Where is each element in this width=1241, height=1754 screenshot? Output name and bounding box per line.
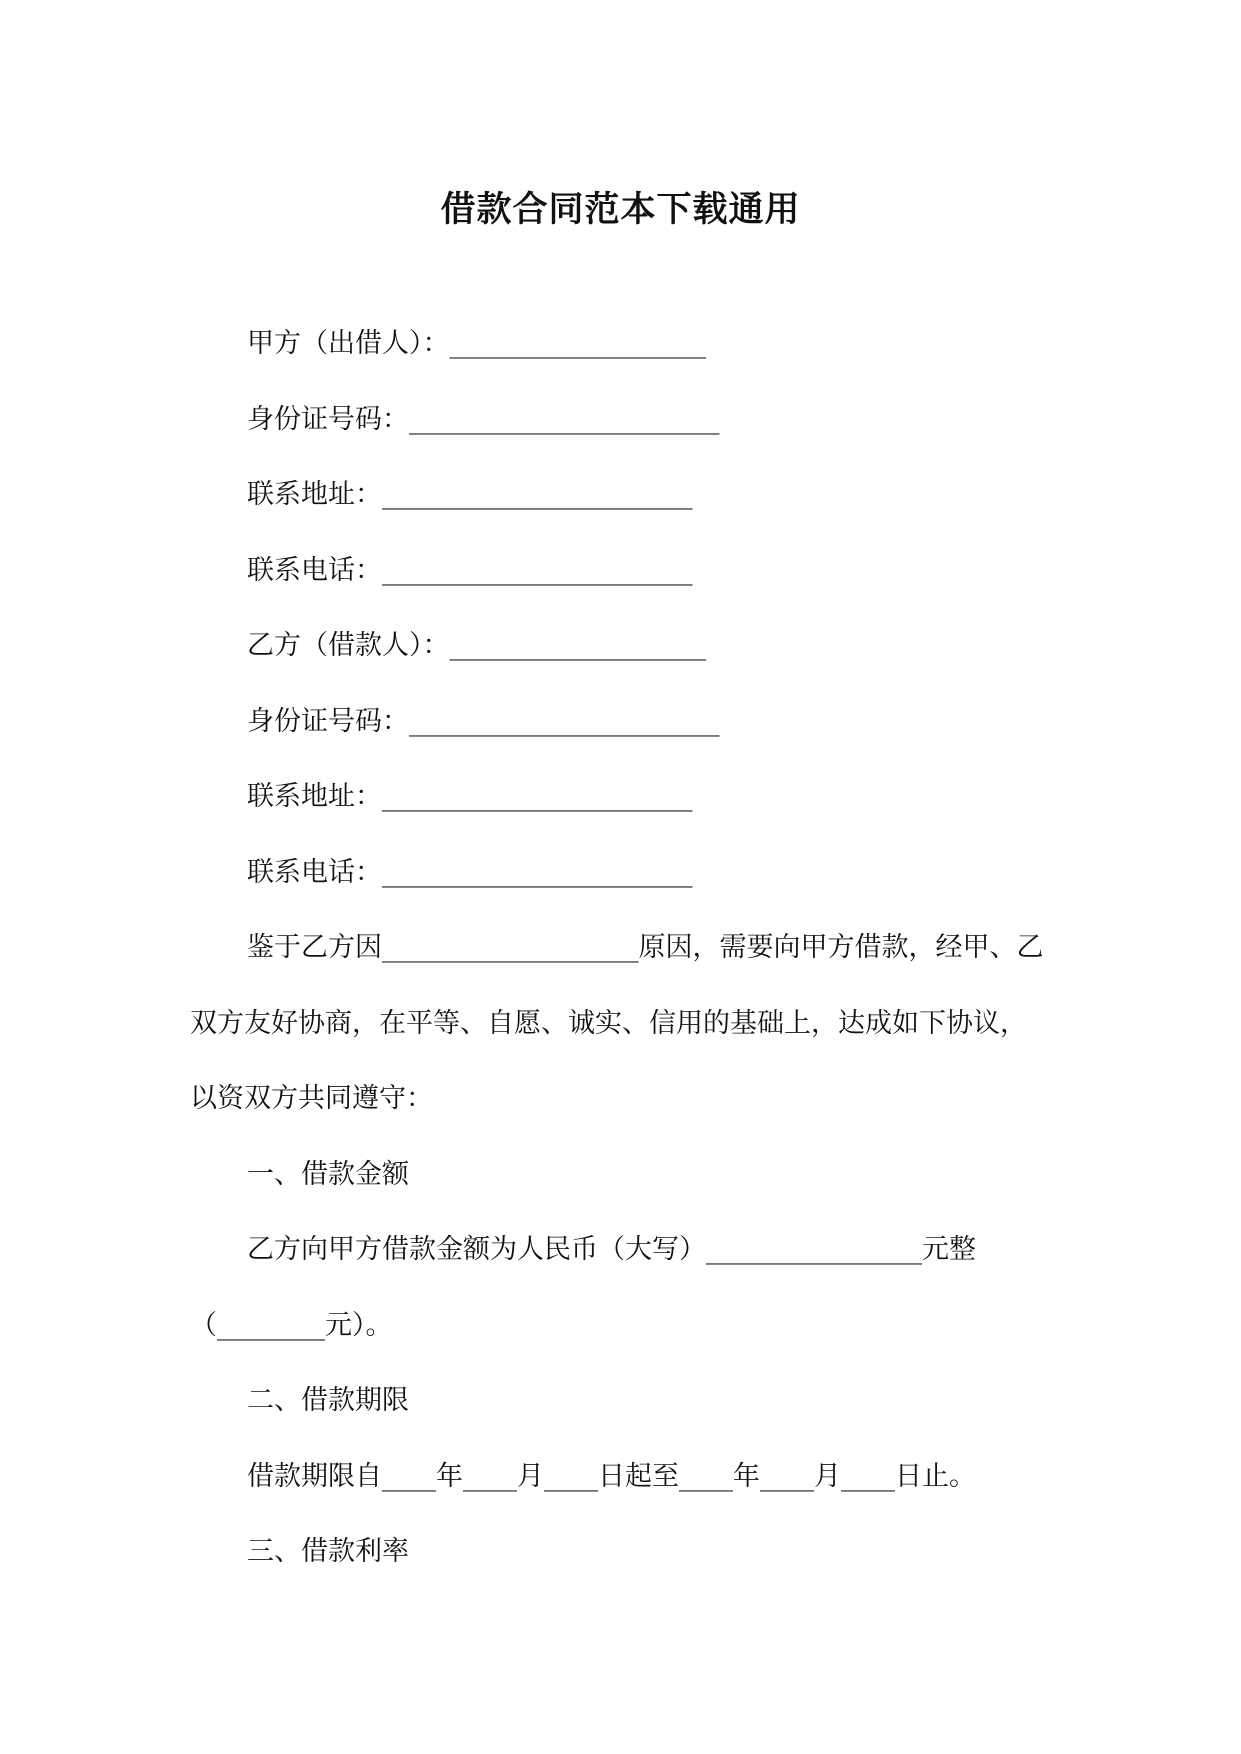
party-b-address-line: 联系地址：_______________________ [247, 781, 693, 812]
party-b-id-line: 身份证号码：_______________________ [247, 705, 720, 737]
document-title: 借款合同范本下载通用 [440, 189, 801, 230]
section-3-heading: 三、借款利率 [247, 1536, 409, 1567]
party-a-name-line: 甲方（出借人）：___________________ [247, 328, 706, 359]
party-b-phone-line: 联系电话：_______________________ [247, 856, 693, 888]
preamble-paragraph: 鉴于乙方因___________________原因，需要向甲方借款，经甲、乙双方友好协商，在平等、自愿、诚实、信用的基础上，达成如下协议，以资双方共同遵守： [190, 932, 1044, 1114]
section-2-text: 借款期限自____年____月____日起至____年____月____日止。 [247, 1460, 976, 1492]
party-a-phone-line: 联系电话：_______________________ [247, 554, 693, 586]
party-b-name-line: 乙方（借款人）：___________________ [247, 630, 706, 661]
document-body [190, 306, 1050, 1590]
section-1-text: 乙方向甲方借款金额为人民币（大写）________________元整（________元）。 [190, 1234, 976, 1341]
section-2-heading: 二、借款期限 [247, 1385, 409, 1416]
section-1-heading: 一、借款金额 [247, 1158, 409, 1190]
party-a-address-line: 联系地址：_______________________ [247, 479, 693, 510]
party-a-id-line: 身份证号码：_______________________ [247, 403, 720, 435]
